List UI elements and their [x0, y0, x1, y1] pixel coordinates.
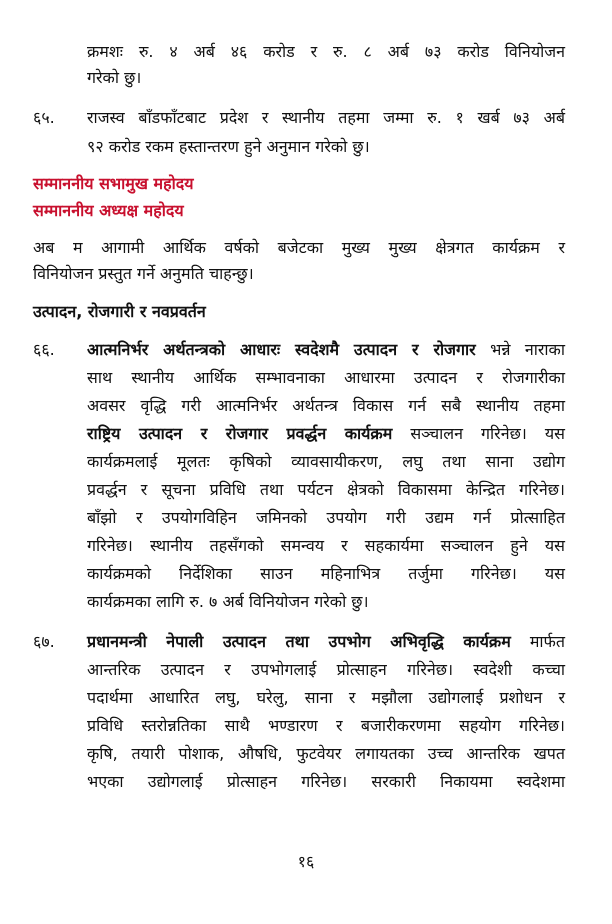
para-67-line: पदार्थमा आधारित लघु, घरेलु, साना र मझौला उद्योगलाई प्रशोधन र [87, 688, 565, 707]
para-67-text: मार्फत [510, 632, 565, 651]
para-67-line: आन्तरिक उत्पादन र उपभोगलाई प्रोत्साहन गरिनेछ। स्वदेशी कच्चा [87, 660, 565, 679]
para-66-line: गरिनेछ। स्थानीय तहसँगको समन्वय र सहकार्यमा सञ्चालन हुने यस [87, 536, 565, 555]
para-66-line: कार्यक्रमको निर्देशिका साउन महिनाभित्र तर्जुमा गरिनेछ। यस [87, 564, 565, 583]
salutation-chairperson: सम्माननीय अध्यक्ष महोदय [33, 201, 184, 220]
intro-line: विनियोजन प्रस्तुत गर्ने अनुमति चाहन्छु। [33, 264, 254, 283]
program-name: आत्मनिर्भर अर्थतन्त्रको आधारः स्वदेशमै उत्पादन र रोजगार [87, 340, 476, 359]
section-heading: उत्पादन, रोजगारी र नवप्रवर्तन [33, 302, 206, 321]
para-67-line [87, 630, 565, 654]
salutation-speaker: सम्माननीय सभामुख महोदय [33, 174, 194, 193]
para-67-line: प्रविधि स्तरोन्नतिका साथै भण्डारण र बजारीकरणमा सहयोग गरिनेछ। [87, 716, 565, 735]
para-number: ६७. [33, 632, 55, 651]
para-66-line [87, 338, 565, 362]
para-66-text: सञ्चालन गरिनेछ। यस [392, 424, 565, 443]
para-number: ६५. [33, 108, 55, 127]
para-66-line: बाँझो र उपयोगविहिन जमिनको उपयोग गरी उद्यम गर्न प्रोत्साहित [87, 508, 565, 527]
para-65-line: राजस्व बाँडफाँटबाट प्रदेश र स्थानीय तहमा जम्मा रु. १ खर्ब ७३ अर्ब [87, 108, 565, 127]
para-67-line: कृषि, तयारी पोशाक, औषधि, फुटवेयर लगायतका उच्च आन्तरिक खपत [87, 744, 565, 763]
para-64-line: गरेको छु। [87, 68, 142, 87]
para-66-line: अवसर वृद्धि गरी आत्मनिर्भर अर्थतन्त्र विकास गर्न सबै स्थानीय तहमा [87, 396, 565, 415]
para-66-line: प्रवर्द्धन र सूचना प्रविधि तथा पर्यटन क्षेत्रको विकासमा केन्द्रित गरिनेछ। [87, 480, 565, 499]
program-name: प्रधानमन्त्री नेपाली उत्पादन तथा उपभोग अभिवृद्धि कार्यक्रम [87, 632, 511, 651]
para-66-line [87, 422, 565, 446]
intro-line: अब म आगामी आर्थिक वर्षको बजेटका मुख्य मुख्य क्षेत्रगत कार्यक्रम र [33, 238, 565, 257]
page-number: १६ [297, 852, 315, 871]
para-64-line: क्रमशः रु. ४ अर्ब ४६ करोड र रु. ८ अर्ब ७३ करोड विनियोजन [87, 42, 565, 61]
para-65-line: ९२ करोड रकम हस्तान्तरण हुने अनुमान गरेको छु। [87, 137, 370, 156]
para-66-text: भन्ने नाराका [475, 340, 565, 359]
para-number: ६६. [33, 340, 55, 359]
para-67-line: भएका उद्योगलाई प्रोत्साहन गरिनेछ। सरकारी निकायमा स्वदेशमा [87, 772, 565, 791]
para-66-line: कार्यक्रमलाई मूलतः कृषिको व्यावसायीकरण, लघु तथा साना उद्योग [87, 452, 565, 471]
program-name: राष्ट्रिय उत्पादन र रोजगार प्रवर्द्धन कार्यक्रम [87, 424, 393, 443]
para-66-line: कार्यक्रमका लागि रु. ७ अर्ब विनियोजन गरेको छु। [87, 592, 369, 611]
para-66-line: साथ स्थानीय आर्थिक सम्भावनाका आधारमा उत्पादन र रोजगारीका [87, 368, 565, 387]
